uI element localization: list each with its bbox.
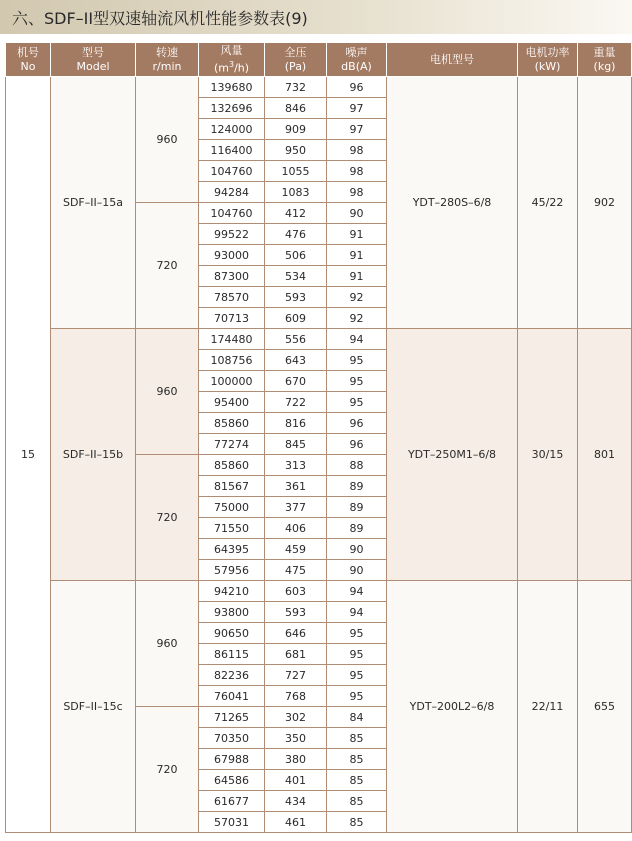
noise-cell: 92 [327, 308, 387, 329]
noise-cell: 85 [327, 791, 387, 812]
flow-cell: 61677 [199, 791, 265, 812]
flow-cell: 67988 [199, 749, 265, 770]
header-pressure [265, 43, 327, 77]
flow-cell: 82236 [199, 665, 265, 686]
flow-cell: 132696 [199, 98, 265, 119]
flow-cell: 81567 [199, 476, 265, 497]
header-weight [578, 43, 632, 77]
flow-cell: 71550 [199, 518, 265, 539]
pressure-cell: 950 [265, 140, 327, 161]
noise-cell: 84 [327, 707, 387, 728]
pressure-cell: 377 [265, 497, 327, 518]
flow-cell: 90650 [199, 623, 265, 644]
pressure-cell: 556 [265, 329, 327, 350]
pressure-cell: 1083 [265, 182, 327, 203]
header-weight-cn: 重量 [593, 45, 616, 59]
table-row [6, 329, 632, 350]
weight-cell: 801 [578, 329, 632, 581]
pressure-cell: 475 [265, 560, 327, 581]
table-header-row [6, 43, 632, 77]
table-body [6, 77, 632, 833]
header-flow-en-post: /h) [234, 61, 250, 75]
flow-cell: 100000 [199, 371, 265, 392]
noise-cell: 98 [327, 161, 387, 182]
motor-cell: YDT–280S–6/8 [387, 77, 518, 329]
header-pressure-en: (Pa) [284, 59, 307, 73]
header-speed-cn: 转速 [156, 45, 178, 59]
flow-cell: 87300 [199, 266, 265, 287]
flow-cell: 108756 [199, 350, 265, 371]
header-machine-no-en: No [20, 59, 36, 73]
header-model [51, 43, 136, 77]
model-cell: SDF–II–15a [51, 77, 136, 329]
noise-cell: 95 [327, 392, 387, 413]
noise-cell: 91 [327, 224, 387, 245]
pressure-cell: 593 [265, 602, 327, 623]
motor-cell: YDT–250M1–6/8 [387, 329, 518, 581]
flow-cell: 70713 [199, 308, 265, 329]
header-flow-cn: 风量 [220, 43, 243, 57]
pressure-cell: 768 [265, 686, 327, 707]
noise-cell: 89 [327, 476, 387, 497]
noise-cell: 95 [327, 644, 387, 665]
flow-cell: 86115 [199, 644, 265, 665]
noise-cell: 85 [327, 749, 387, 770]
pressure-cell: 727 [265, 665, 327, 686]
speed-cell: 960 [136, 581, 199, 707]
speed-cell: 960 [136, 77, 199, 203]
pressure-cell: 434 [265, 791, 327, 812]
header-flow [199, 43, 265, 77]
noise-cell: 95 [327, 350, 387, 371]
pressure-cell: 609 [265, 308, 327, 329]
header-machine-no [6, 43, 51, 77]
header-speed [136, 43, 199, 77]
noise-cell: 91 [327, 245, 387, 266]
noise-cell: 89 [327, 518, 387, 539]
page-title: 六、SDF–II型双速轴流风机性能参数表(9) [12, 9, 308, 28]
model-cell: SDF–II–15b [51, 329, 136, 581]
title-bar [0, 0, 632, 34]
pressure-cell: 722 [265, 392, 327, 413]
machine-no-cell: 15 [6, 77, 51, 833]
flow-cell: 78570 [199, 287, 265, 308]
weight-cell: 655 [578, 581, 632, 833]
flow-cell: 139680 [199, 77, 265, 98]
header-weight-en: (kg) [593, 59, 616, 73]
pressure-cell: 380 [265, 749, 327, 770]
pressure-cell: 406 [265, 518, 327, 539]
noise-cell: 94 [327, 581, 387, 602]
flow-cell: 85860 [199, 413, 265, 434]
flow-cell: 94210 [199, 581, 265, 602]
noise-cell: 95 [327, 623, 387, 644]
noise-cell: 90 [327, 539, 387, 560]
flow-cell: 85860 [199, 455, 265, 476]
table-row [6, 581, 632, 602]
flow-cell: 70350 [199, 728, 265, 749]
pressure-cell: 845 [265, 434, 327, 455]
flow-cell: 76041 [199, 686, 265, 707]
flow-cell: 93000 [199, 245, 265, 266]
pressure-cell: 459 [265, 539, 327, 560]
flow-cell: 64395 [199, 539, 265, 560]
flow-cell: 57031 [199, 812, 265, 833]
noise-cell: 90 [327, 203, 387, 224]
noise-cell: 88 [327, 455, 387, 476]
flow-cell: 93800 [199, 602, 265, 623]
noise-cell: 96 [327, 77, 387, 98]
power-cell: 22/11 [518, 581, 578, 833]
pressure-cell: 412 [265, 203, 327, 224]
pressure-cell: 593 [265, 287, 327, 308]
flow-cell: 71265 [199, 707, 265, 728]
pressure-cell: 681 [265, 644, 327, 665]
flow-cell: 77274 [199, 434, 265, 455]
noise-cell: 97 [327, 98, 387, 119]
pressure-cell: 846 [265, 98, 327, 119]
flow-cell: 174480 [199, 329, 265, 350]
performance-table [5, 42, 632, 833]
pressure-cell: 506 [265, 245, 327, 266]
speed-cell: 720 [136, 707, 199, 833]
pressure-cell: 816 [265, 413, 327, 434]
header-motor [387, 43, 518, 77]
header-pressure-cn: 全压 [284, 45, 307, 59]
speed-cell: 960 [136, 329, 199, 455]
pressure-cell: 401 [265, 770, 327, 791]
motor-cell: YDT–200L2–6/8 [387, 581, 518, 833]
model-cell: SDF–II–15c [51, 581, 136, 833]
header-flow-en-pre: (m [213, 61, 229, 75]
header-motor-cn: 电机型号 [430, 52, 474, 66]
noise-cell: 85 [327, 728, 387, 749]
noise-cell: 92 [327, 287, 387, 308]
flow-cell: 116400 [199, 140, 265, 161]
header-power-cn: 电机功率 [525, 45, 570, 59]
noise-cell: 89 [327, 497, 387, 518]
pressure-cell: 534 [265, 266, 327, 287]
pressure-cell: 1055 [265, 161, 327, 182]
pressure-cell: 909 [265, 119, 327, 140]
pressure-cell: 670 [265, 371, 327, 392]
speed-cell: 720 [136, 455, 199, 581]
noise-cell: 85 [327, 812, 387, 833]
header-noise [327, 43, 387, 77]
flow-cell: 64586 [199, 770, 265, 791]
pressure-cell: 361 [265, 476, 327, 497]
flow-cell: 124000 [199, 119, 265, 140]
header-flow-en [199, 58, 264, 76]
pressure-cell: 302 [265, 707, 327, 728]
header-power [518, 43, 578, 77]
noise-cell: 94 [327, 602, 387, 623]
noise-cell: 98 [327, 140, 387, 161]
header-noise-cn: 噪声 [345, 45, 368, 59]
noise-cell: 90 [327, 560, 387, 581]
pressure-cell: 603 [265, 581, 327, 602]
flow-cell: 57956 [199, 560, 265, 581]
pressure-cell: 461 [265, 812, 327, 833]
pressure-cell: 643 [265, 350, 327, 371]
noise-cell: 96 [327, 413, 387, 434]
header-noise-en: dB(A) [341, 59, 372, 73]
flow-cell: 94284 [199, 182, 265, 203]
table-row [6, 77, 632, 98]
noise-cell: 98 [327, 182, 387, 203]
flow-cell: 104760 [199, 161, 265, 182]
header-flow-en-sup: 3 [228, 59, 235, 69]
flow-cell: 95400 [199, 392, 265, 413]
pressure-cell: 476 [265, 224, 327, 245]
noise-cell: 85 [327, 770, 387, 791]
pressure-cell: 732 [265, 77, 327, 98]
header-model-cn: 型号 [82, 45, 104, 59]
power-cell: 30/15 [518, 329, 578, 581]
noise-cell: 95 [327, 665, 387, 686]
pressure-cell: 350 [265, 728, 327, 749]
noise-cell: 94 [327, 329, 387, 350]
noise-cell: 95 [327, 371, 387, 392]
header-speed-en: r/min [152, 59, 182, 73]
pressure-cell: 313 [265, 455, 327, 476]
noise-cell: 97 [327, 119, 387, 140]
noise-cell: 91 [327, 266, 387, 287]
weight-cell: 902 [578, 77, 632, 329]
header-power-en: (kW) [534, 59, 561, 73]
noise-cell: 96 [327, 434, 387, 455]
flow-cell: 99522 [199, 224, 265, 245]
speed-cell: 720 [136, 203, 199, 329]
noise-cell: 95 [327, 686, 387, 707]
pressure-cell: 646 [265, 623, 327, 644]
power-cell: 45/22 [518, 77, 578, 329]
flow-cell: 75000 [199, 497, 265, 518]
header-machine-no-cn: 机号 [17, 45, 39, 59]
header-model-en: Model [76, 59, 110, 73]
flow-cell: 104760 [199, 203, 265, 224]
